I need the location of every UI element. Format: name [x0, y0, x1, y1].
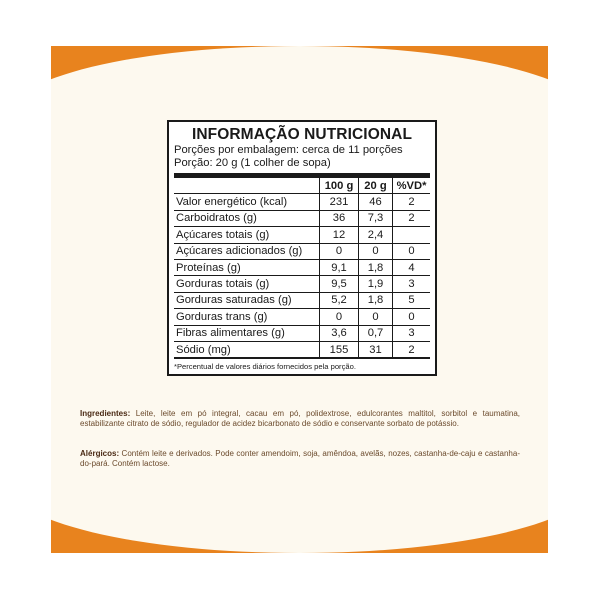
value-20g: 46	[359, 194, 393, 210]
label-title: INFORMAÇÃO NUTRICIONAL	[191, 126, 413, 143]
allergens-label: Alérgicos:	[80, 449, 120, 458]
value-20g: 2,4	[359, 227, 393, 243]
value-100g: 12	[320, 227, 359, 243]
nutrient-name: Gorduras totais (g)	[174, 276, 320, 292]
value-20g: 1,8	[359, 259, 393, 275]
value-100g: 0	[320, 309, 359, 325]
value-20g: 0	[359, 309, 393, 325]
allergens-text: Contém leite e derivados. Pode conter amendoim, soja, amêndoa, avelãs, nozes, castanha-de-caju e castanha-do-pará. Contém lactose.	[80, 449, 520, 468]
nutrient-name: Carboidratos (g)	[174, 210, 320, 226]
header-vd: %VD*	[393, 178, 431, 194]
table-row	[174, 243, 430, 259]
value-vd: 0	[393, 243, 431, 259]
ingredients-block	[80, 409, 520, 429]
table-row	[174, 276, 430, 292]
nutrient-name: Sódio (mg)	[174, 341, 320, 357]
value-vd: 2	[393, 341, 431, 357]
value-vd: 2	[393, 210, 431, 226]
value-20g: 1,8	[359, 292, 393, 308]
nutrient-name: Açúcares totais (g)	[174, 227, 320, 243]
value-100g: 0	[320, 243, 359, 259]
value-vd: 4	[393, 259, 431, 275]
value-20g: 7,3	[359, 210, 393, 226]
nutrient-name: Gorduras trans (g)	[174, 309, 320, 325]
value-20g: 1,9	[359, 276, 393, 292]
value-100g: 9,5	[320, 276, 359, 292]
table-row	[174, 227, 430, 243]
value-100g: 36	[320, 210, 359, 226]
nutrient-name: Valor energético (kcal)	[176, 196, 288, 209]
nutrient-name: Açúcares adicionados (g)	[174, 243, 320, 259]
ingredients-label: Ingredientes:	[80, 409, 131, 418]
value-100g: 5,2	[320, 292, 359, 308]
nutrient-name: Gorduras saturadas (g)	[174, 292, 320, 308]
value-vd: 2	[393, 194, 431, 210]
value-20g: 0	[359, 243, 393, 259]
value-vd	[393, 227, 431, 243]
serving-size: Porção: 20 g (1 colher de sopa)	[174, 157, 331, 169]
header-blank	[174, 178, 320, 194]
table-row	[174, 194, 430, 210]
value-100g: 155	[320, 341, 359, 357]
nutrient-name: Proteínas (g)	[174, 259, 320, 275]
ingredients-text: Leite, leite em pó integral, cacau em pó, polidextrose, edulcorantes maltitol, sorbitol e taumatina, estabilizante citrato de sódio, regulador de acidez bicarbonato de sódio e conservante sorbato de potássio.	[80, 409, 520, 428]
footnote: *Percentual de valores diários fornecidos pela porção.	[174, 357, 430, 371]
value-vd: 3	[393, 276, 431, 292]
value-vd: 5	[393, 292, 431, 308]
nutrition-facts-label	[167, 120, 437, 376]
table-row	[174, 259, 430, 275]
table-row	[174, 292, 430, 308]
nutrient-name: Fibras alimentares (g)	[174, 325, 320, 341]
nutrition-table	[174, 178, 430, 357]
value-vd: 3	[393, 325, 431, 341]
table-row	[174, 341, 430, 357]
table-row	[174, 210, 430, 226]
value-20g: 31	[359, 341, 393, 357]
allergens-block	[80, 449, 520, 469]
value-100g: 3,6	[320, 325, 359, 341]
table-row	[174, 325, 430, 341]
value-100g: 231	[320, 194, 359, 210]
servings-per-pack: Porções por embalagem: cerca de 11 porções	[174, 144, 403, 156]
header-100g: 100 g	[320, 178, 359, 194]
table-header-row	[174, 178, 430, 194]
value-vd: 0	[393, 309, 431, 325]
nutrition-rows	[174, 194, 430, 357]
table-row	[174, 309, 430, 325]
header-20g: 20 g	[359, 178, 393, 194]
value-100g: 9,1	[320, 259, 359, 275]
value-20g: 0,7	[359, 325, 393, 341]
